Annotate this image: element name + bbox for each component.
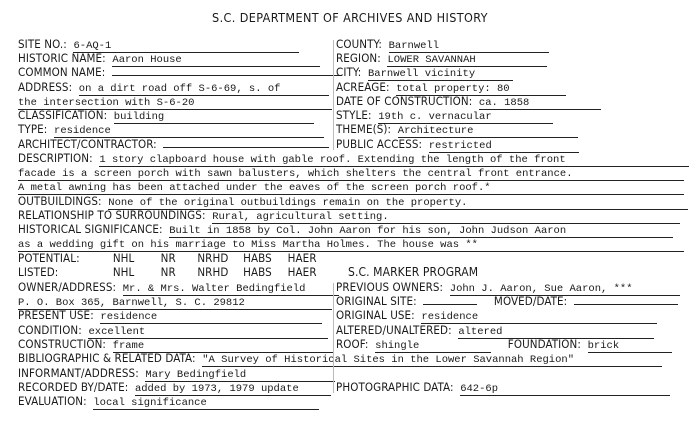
- classification-row: [18, 109, 314, 124]
- relationship-label: RELATIONSHIP TO SURROUNDINGS:: [18, 208, 206, 222]
- listed-nhl: NHL: [112, 265, 135, 279]
- theme-label: THEME(S):: [336, 122, 392, 136]
- architect-value: [163, 147, 329, 148]
- outbuildings-label: OUTBUILDINGS:: [18, 194, 102, 208]
- altered-label: ALTERED/UNALTERED:: [336, 323, 452, 337]
- previous-owners-value: John J. Aaron, Sue Aaron, ***: [450, 283, 680, 296]
- city-value: Barnwell vicinity: [368, 68, 513, 81]
- listed-nr: NR: [160, 265, 176, 279]
- present-use-label: PRESENT USE:: [18, 308, 94, 322]
- form-title: S.C. DEPARTMENT OF ARCHIVES AND HISTORY: [212, 10, 488, 25]
- significance-line2-row: [18, 237, 684, 252]
- address-label: ADDRESS:: [18, 80, 73, 94]
- common-name-value: [112, 75, 342, 76]
- city-label: CITY:: [336, 65, 362, 79]
- architect-label: ARCHITECT/CONTRACTOR:: [18, 137, 157, 151]
- listed-haer: HAER: [287, 265, 317, 279]
- potential-nrhd: NRHD: [197, 251, 229, 265]
- potential-row: [18, 252, 321, 265]
- common-name-label: COMMON NAME:: [18, 65, 106, 79]
- acreage-label: ACREAGE:: [336, 80, 390, 94]
- moved-date-label: MOVED/DATE:: [493, 294, 568, 308]
- condition-label: CONDITION:: [18, 323, 82, 337]
- historic-name-label: HISTORIC NAME:: [18, 51, 106, 65]
- recorded-label: RECORDED BY/DATE:: [18, 380, 129, 394]
- owner-label: OWNER/ADDRESS:: [18, 280, 117, 294]
- architect-row: [18, 138, 329, 151]
- style-label: STYLE:: [336, 108, 372, 122]
- listed-nrhd: NRHD: [197, 265, 229, 279]
- photographic-label: PHOTOGRAPHIC DATA:: [336, 380, 454, 394]
- evaluation-label: EVALUATION:: [18, 394, 87, 408]
- construction-value: frame: [113, 340, 333, 353]
- region-value: LOWER SAVANNAH: [387, 54, 547, 67]
- significance-label: HISTORICAL SIGNIFICANCE:: [18, 222, 163, 236]
- original-site-row: [336, 295, 678, 308]
- marker-program-row: [348, 266, 478, 279]
- theme-row: [336, 123, 578, 138]
- foundation-label: FOUNDATION:: [507, 337, 581, 351]
- style-value: 19th c. vernacular: [378, 111, 553, 124]
- potential-habs: HABS: [243, 251, 272, 265]
- potential-haer: HAER: [287, 251, 317, 265]
- description-line3: A metal awning has been attached under the eaves of the screen porch roof.*: [18, 182, 684, 195]
- roof-row: [336, 338, 672, 353]
- informant-value: Mary Bedingfield: [145, 369, 335, 382]
- recorded-value: added by 1973, 1979 update: [135, 383, 331, 396]
- description-label: DESCRIPTION:: [18, 151, 93, 165]
- listed-habs: HABS: [243, 265, 272, 279]
- construction-label: CONSTRUCTION:: [18, 337, 107, 351]
- moved-date-value: [574, 304, 678, 305]
- outbuildings-value: None of the original outbuildings remain on the property.: [108, 197, 688, 210]
- owner-row: [18, 281, 339, 296]
- public-access-value: restricted: [429, 140, 579, 153]
- bibliographic-value: "A Survey of Historical Sites in the Lower Savannah Region": [202, 354, 662, 367]
- region-row: [336, 52, 547, 67]
- marker-program-heading: S.C. MARKER PROGRAM: [348, 265, 479, 279]
- roof-label: ROOF:: [336, 337, 369, 351]
- type-value: residence: [54, 125, 324, 138]
- original-use-label: ORIGINAL USE:: [336, 308, 415, 322]
- common-name-row: [18, 66, 342, 79]
- potential-label: POTENTIAL:: [18, 251, 80, 265]
- original-use-value: residence: [421, 311, 657, 324]
- column-divider-top: [333, 40, 334, 150]
- potential-nr: NR: [160, 251, 176, 265]
- description-line2-row: [18, 166, 684, 181]
- original-use-row: [336, 309, 657, 324]
- altered-value: altered: [458, 326, 654, 339]
- photographic-row: [336, 381, 670, 396]
- bibliographic-row: [18, 352, 662, 367]
- city-row: [336, 66, 513, 81]
- foundation-value: brick: [588, 340, 672, 353]
- column-divider-bottom: [333, 283, 334, 393]
- address-line2: the intersection with S-6-20: [18, 97, 332, 110]
- public-access-label: PUBLIC ACCESS:: [336, 137, 423, 151]
- roof-value: shingle: [375, 340, 491, 353]
- original-site-value: [423, 304, 477, 305]
- altered-row: [336, 324, 654, 339]
- description-line2: facade is a screen porch with sawn balusters, which shelters the central front entrance.: [18, 168, 684, 181]
- photographic-value: 642-6p: [460, 383, 670, 396]
- bibliographic-label: BIBLIOGRAPHIC & RELATED DATA:: [18, 351, 196, 365]
- evaluation-value: local significance: [93, 397, 319, 410]
- date-label: DATE OF CONSTRUCTION:: [336, 94, 473, 108]
- date-value: ca. 1858: [479, 97, 601, 110]
- site-no-label: SITE NO.:: [18, 37, 67, 51]
- type-row: [18, 123, 324, 138]
- present-use-row: [18, 309, 322, 324]
- potential-nhl: NHL: [112, 251, 135, 265]
- relationship-value: Rural, agricultural setting.: [212, 211, 680, 224]
- present-use-value: residence: [100, 311, 322, 324]
- description-line3-row: [18, 180, 684, 195]
- listed-label: LISTED:: [18, 265, 59, 279]
- date-row: [336, 95, 601, 110]
- classification-value: building: [114, 111, 314, 124]
- type-label: TYPE:: [18, 122, 48, 136]
- address-row: [18, 81, 329, 96]
- owner-line1: Mr. & Mrs. Walter Bedingfield: [123, 283, 339, 296]
- evaluation-row: [18, 395, 319, 410]
- public-access-row: [336, 138, 579, 153]
- region-label: REGION:: [336, 51, 381, 65]
- description-line1: 1 story clapboard house with gable roof. Extending the length of the front: [99, 154, 689, 167]
- significance-row: [18, 223, 673, 238]
- historic-name-value: Aaron House: [112, 54, 320, 67]
- previous-owners-label: PREVIOUS OWNERS:: [336, 280, 444, 294]
- theme-value: Architecture: [398, 125, 578, 138]
- original-site-label: ORIGINAL SITE:: [336, 294, 417, 308]
- significance-line2: as a wedding gift on his marriage to Miss Martha Holmes. The house was **: [18, 239, 684, 252]
- condition-value: excellent: [88, 326, 328, 339]
- significance-line1: Built in 1858 by Col. John Aaron for his son, John Judson Aaron: [169, 225, 673, 238]
- address-line1: on a dirt road off S-6-69, s. of: [79, 83, 329, 96]
- site-no-value: 6-AQ-1: [73, 40, 299, 53]
- classification-label: CLASSIFICATION:: [18, 108, 108, 122]
- owner-line2: P. O. Box 365, Barnwell, S. C. 29812: [18, 297, 332, 310]
- county-value: Barnwell: [389, 40, 549, 53]
- acreage-value: total property: 80: [396, 83, 566, 96]
- description-row: [18, 152, 689, 167]
- listed-row: [18, 266, 321, 279]
- county-label: COUNTY:: [336, 37, 382, 51]
- informant-label: INFORMANT/ADDRESS:: [18, 366, 139, 380]
